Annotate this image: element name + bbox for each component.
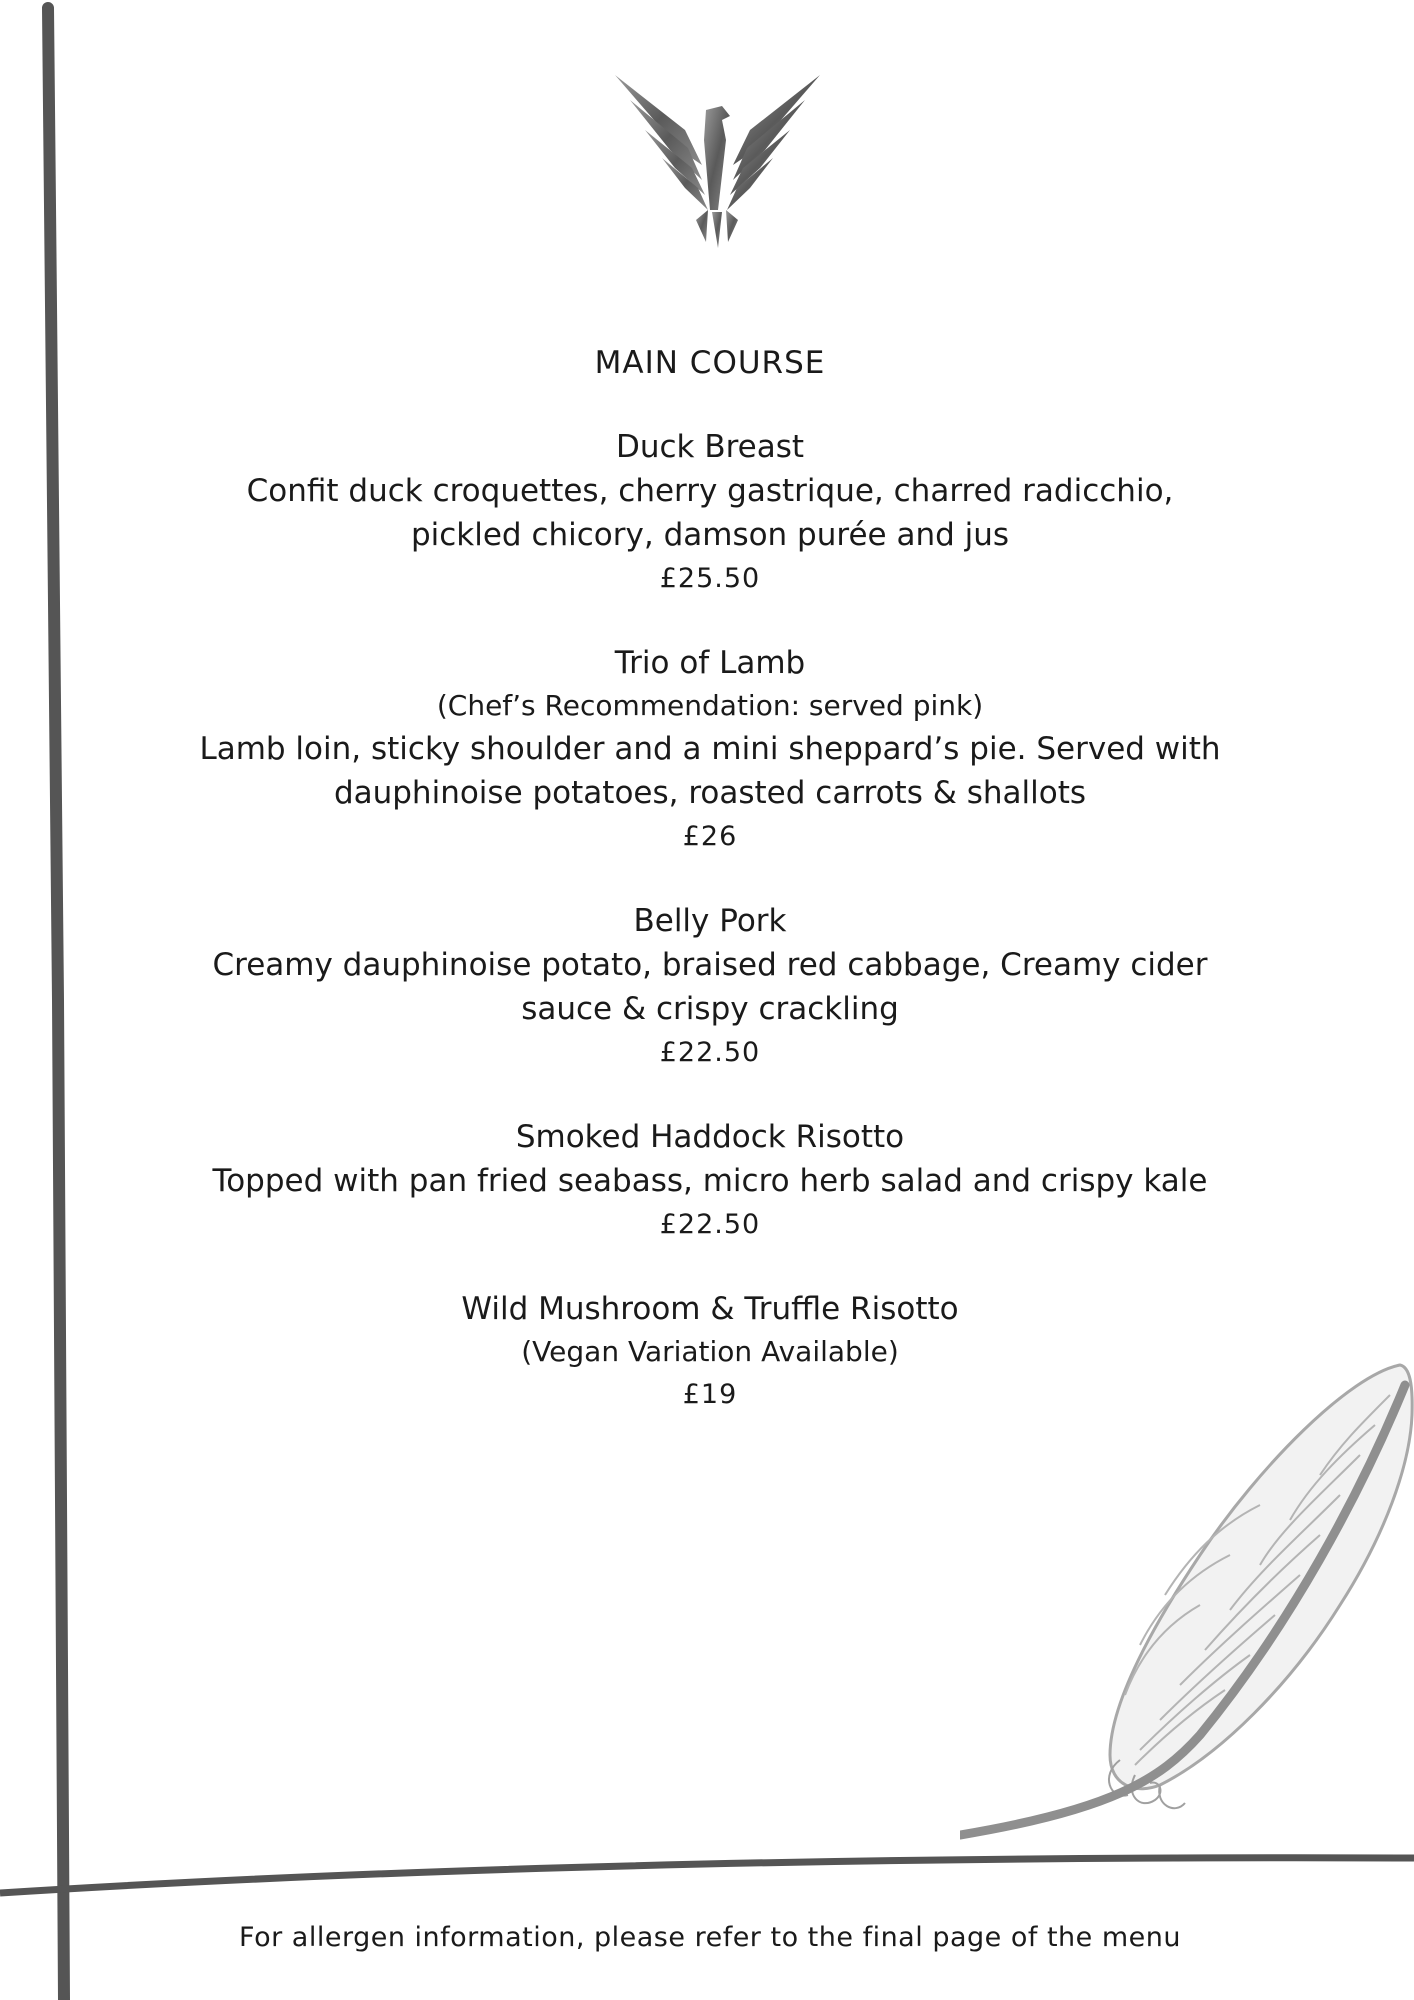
dish-name: Belly Pork bbox=[633, 903, 787, 939]
dish-description-line: pickled chicory, damson purée and jus bbox=[410, 517, 1010, 553]
phoenix-logo-icon bbox=[610, 70, 825, 250]
dish-price: £19 bbox=[682, 1379, 738, 1410]
dish-description-line: sauce & crispy crackling bbox=[521, 991, 899, 1027]
dish-name: Smoked Haddock Risotto bbox=[515, 1119, 905, 1155]
feather-icon bbox=[960, 1355, 1414, 1855]
dish-belly-pork bbox=[120, 899, 1300, 1075]
menu-title: MAIN COURSE bbox=[594, 345, 826, 381]
dish-name: Duck Breast bbox=[615, 429, 805, 465]
allergen-footer-note: For allergen information, please refer to the final page of the menu bbox=[239, 1922, 1181, 1953]
dish-description-line: Creamy dauphinoise potato, braised red cabbage, Creamy cider bbox=[212, 947, 1208, 983]
dish-duck-breast bbox=[120, 425, 1300, 601]
dish-price: £25.50 bbox=[659, 563, 761, 594]
dish-note: (Vegan Variation Available) bbox=[521, 1335, 899, 1368]
menu-section bbox=[120, 345, 1300, 1457]
dish-trio-of-lamb bbox=[120, 641, 1300, 859]
dish-name: Wild Mushroom & Truffle Risotto bbox=[461, 1291, 959, 1327]
dish-description-line: Confit duck croquettes, cherry gastrique, charred radicchio, bbox=[246, 473, 1174, 509]
dish-price: £22.50 bbox=[659, 1209, 761, 1240]
dish-description-line: Topped with pan fried seabass, micro herb salad and crispy kale bbox=[212, 1163, 1208, 1199]
dish-price: £22.50 bbox=[659, 1037, 761, 1068]
dish-name: Trio of Lamb bbox=[614, 645, 806, 681]
dish-description-line: dauphinoise potatoes, roasted carrots & shallots bbox=[333, 775, 1087, 811]
dish-smoked-haddock-risotto bbox=[120, 1115, 1300, 1247]
dish-description-line: Lamb loin, sticky shoulder and a mini sheppard’s pie. Served with bbox=[199, 731, 1221, 767]
dish-price: £26 bbox=[682, 821, 738, 852]
dish-note: (Chef’s Recommendation: served pink) bbox=[436, 689, 984, 722]
